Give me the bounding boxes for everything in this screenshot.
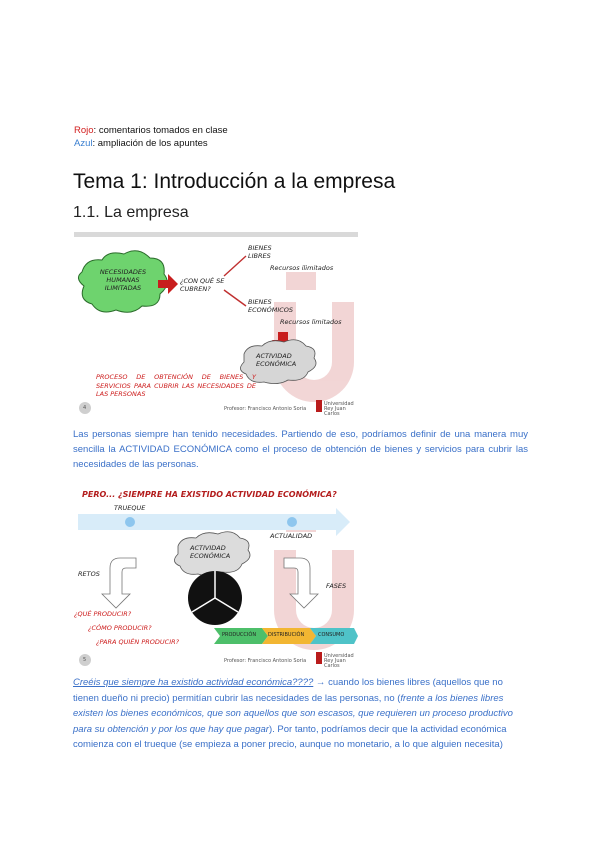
paragraph-2-italic: frente a los bienes libres existen los bienes económicos, que son aquellos que son escasos, que requieren un proceso productivo para su obtención y por los que hay que pagar xyxy=(73,692,513,735)
university-label: Universidad Rey Juan Carlos xyxy=(324,653,354,669)
activity-label: ACTIVIDAD ECONÓMICA xyxy=(256,352,297,368)
legend-blue-label: Azul xyxy=(74,138,93,149)
legend-red-label: Rojo xyxy=(74,125,94,136)
recursos-limitados-label: Recursos limitados xyxy=(280,318,342,326)
university-logo-icon xyxy=(316,652,322,664)
recursos-ilimitados-label: Recursos ilimitados xyxy=(270,264,334,272)
timeline-dot-trueque xyxy=(125,517,135,527)
slide-2 xyxy=(74,486,358,670)
fases-label: FASES xyxy=(326,582,347,590)
paragraph-2 xyxy=(73,675,531,753)
timeline-dot-actualidad xyxy=(287,517,297,527)
page-title: Tema 1: Introducción a la empresa xyxy=(73,170,396,193)
page-number: 5 xyxy=(83,657,87,663)
paragraph-2-part1: cuando los bienes libres (aquellos que no tienen dueño ni precio) permitían cubrir las necesidades de las personas, no ( xyxy=(73,677,503,704)
activity-label: ACTIVIDAD ECONÓMICA xyxy=(190,544,231,560)
legend-blue-text: : ampliación de los apuntes xyxy=(92,138,208,149)
phase-consumo-label: CONSUMO xyxy=(318,632,345,638)
retos-label: RETOS xyxy=(78,570,100,578)
author-label: Profesor: Francisco Antonio Soria xyxy=(224,406,307,412)
page-number: 4 xyxy=(83,405,87,411)
trueque-label: TRUEQUE xyxy=(114,504,146,512)
retos-arrow xyxy=(102,558,136,608)
university-label: Universidad Rey Juan Carlos xyxy=(324,401,354,417)
slide-2-heading: PERO... ¿SIEMPRE HA EXISTIDO ACTIVIDAD ECONÓMICA? xyxy=(82,490,337,499)
paragraph-2-arrow: → xyxy=(313,677,329,688)
definition-label: PROCESO DE OBTENCIÓN DE BIENES Y SERVICIOS PARA CUBRIR LAS NECESIDADES DE LAS PERSONAS xyxy=(96,373,256,398)
reto-para-quien-producir: ¿PARA QUIÉN PRODUCIR? xyxy=(96,638,180,646)
needs-cloud-label: NECESIDADES HUMANAS ILIMITADAS xyxy=(99,268,147,292)
legend-red-text: : comentarios tomados en clase xyxy=(93,125,228,136)
reto-que-producir: ¿QUÉ PRODUCIR? xyxy=(74,610,132,618)
section-title: 1.1. La empresa xyxy=(73,204,189,221)
branch-up xyxy=(224,256,246,276)
phase-distribucion-label: DISTRIBUCIÓN xyxy=(268,632,305,638)
legend-red xyxy=(74,124,228,137)
slide-1 xyxy=(74,232,358,418)
phase-produccion-label: PRODUCCIÓN xyxy=(222,632,257,638)
legend xyxy=(74,124,228,150)
bienes-libres-label: BIENES LIBRES xyxy=(248,244,272,260)
author-label: Profesor: Francisco Antonio Soria xyxy=(224,658,307,664)
question-label: ¿CON QUÉ SE CUBREN? xyxy=(180,277,225,293)
bienes-economicos-label: BIENES ECONÓMICOS xyxy=(248,298,294,314)
legend-blue xyxy=(74,137,228,150)
paragraph-2-question: Creéis que siempre ha existido actividad económica???? xyxy=(73,677,314,688)
actualidad-label: ACTUALIDAD xyxy=(270,532,313,540)
paragraph-1: Las personas siempre han tenido necesidades. Partiendo de eso, podríamos definir de una manera muy sencilla la ACTIVIDAD ECONÓMICA como el proceso de obtención de bienes y servicios para cubrir las necesidades de las personas. xyxy=(73,429,528,470)
university-logo-icon xyxy=(316,400,322,412)
reto-como-producir: ¿CÓMO PRODUCIR? xyxy=(88,624,152,632)
paragraph-2-part2: ). Por tanto, podríamos decir que la actividad económica comienza con el trueque (se empieza a poner precio, aunque no monetario, a lo que alguien necesita) xyxy=(73,723,507,750)
